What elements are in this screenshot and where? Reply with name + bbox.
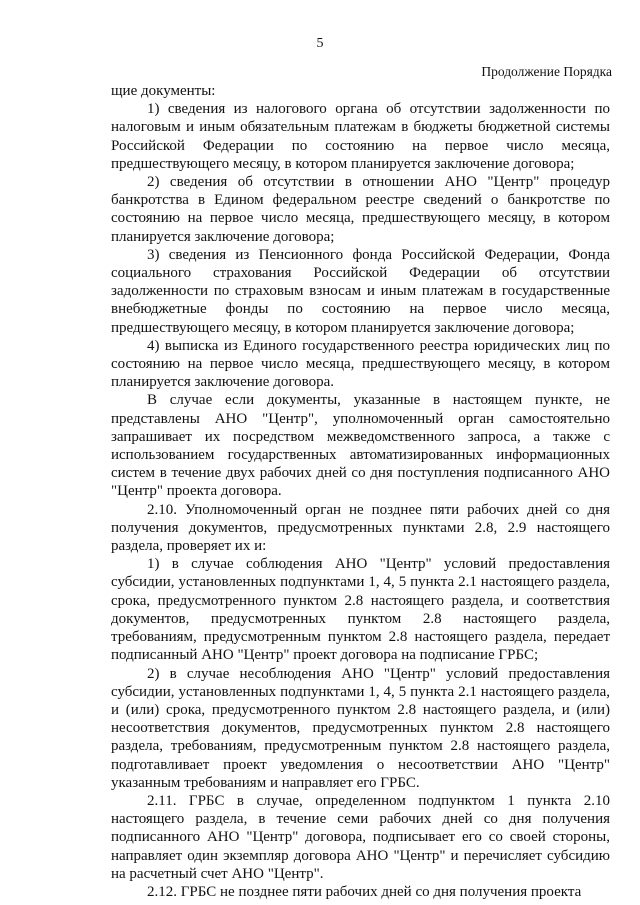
paragraph-2-10: 2.10. Уполномоченный орган не позднее пяти рабочих дней со дня получения документов, предусмотренных пунктами 2.8, 2.9 настоящего раздела, проверяет их и: bbox=[111, 501, 610, 555]
paragraph-2-10-item-1: 1) в случае соблюдения АНО "Центр" условий предоставления субсидии, установленных подпунктами 1, 4, 5 пункта 2.1 настоящего раздела, срока, предусмотренного пунктом 2.8 настоящего раздела, и соответствия документов, предусмотренных пунктом 2.8 настоящего раздела, требованиям, предусмотренным пунктом 2.8 настоящего раздела, передает подписанный АНО "Центр" проект договора на подписание ГРБС; bbox=[111, 556, 610, 664]
paragraph-item-3-pension-fund: 3) сведения из Пенсионного фонда Российской Федерации, Фонда социального страхования Российской Федерации об отсутствии задолженности по страховым взносам и иным платежам в государственные внебюджетные фонды по состоянию на первое число месяца, предшествующего месяцу, в котором планируется заключение договора; bbox=[111, 246, 610, 336]
paragraph-continued: щие документы: bbox=[111, 83, 216, 99]
document-body bbox=[111, 82, 610, 901]
page-number: 5 bbox=[316, 36, 324, 51]
paragraph-item-1-tax: 1) сведения из налогового органа об отсутствии задолженности по налоговым и иным обязательным платежам в бюджеты бюджетной системы Российской Федерации по состоянию на первое число месяца, предшествующего месяцу, в котором планируется заключение договора; bbox=[111, 101, 610, 172]
paragraph-2-10-item-2: 2) в случае несоблюдения АНО "Центр" условий предоставления субсидии, установленных подпунктами 1, 4, 5 пункта 2.1 настоящего раздела, и (или) срока, предусмотренного пунктом 2.8 настоящего раздела, и (или) несоответствия документов, предусмотренных пунктом 2.8 настоящего раздела, требованиям, предусмотренным пунктом 2.8 настоящего раздела, подготавливает проект уведомления о несоответствии АНО "Центр" указанным требованиям и направляет его ГРБС. bbox=[111, 665, 610, 791]
paragraph-interagency-request: В случае если документы, указанные в настоящем пункте, не представлены АНО "Центр", уполномоченный орган самостоятельно запрашивает их посредством межведомственного запроса, а также с использованием государственных автоматизированных информационных систем в течение двух рабочих дней со дня поступления подписанного АНО "Центр" проекта договора. bbox=[111, 392, 610, 500]
paragraph-2-11: 2.11. ГРБС в случае, определенном подпунктом 1 пункта 2.10 настоящего раздела, в течение семи рабочих дней со дня получения подписанного АНО "Центр" договора, подписывает его со своей стороны, направляет один экземпляр договора АНО "Центр" и перечисляет субсидию на расчетный счет АНО "Центр". bbox=[111, 792, 610, 882]
continuation-label: Продолжение Порядка bbox=[481, 64, 612, 79]
paragraph-item-2-bankruptcy: 2) сведения об отсутствии в отношении АНО "Центр" процедур банкротства в Едином федеральном реестре сведений о банкротстве по состоянию на первое число месяца, предшествующего месяцу, в котором планируется заключение договора; bbox=[111, 174, 610, 245]
paragraph-2-12: 2.12. ГРБС не позднее пяти рабочих дней со дня получения проекта bbox=[147, 883, 582, 900]
paragraph-item-4-registry-extract: 4) выписка из Единого государственного реестра юридических лиц по состоянию на первое число месяца, предшествующего месяцу, в котором планируется заключение договора. bbox=[111, 337, 610, 391]
